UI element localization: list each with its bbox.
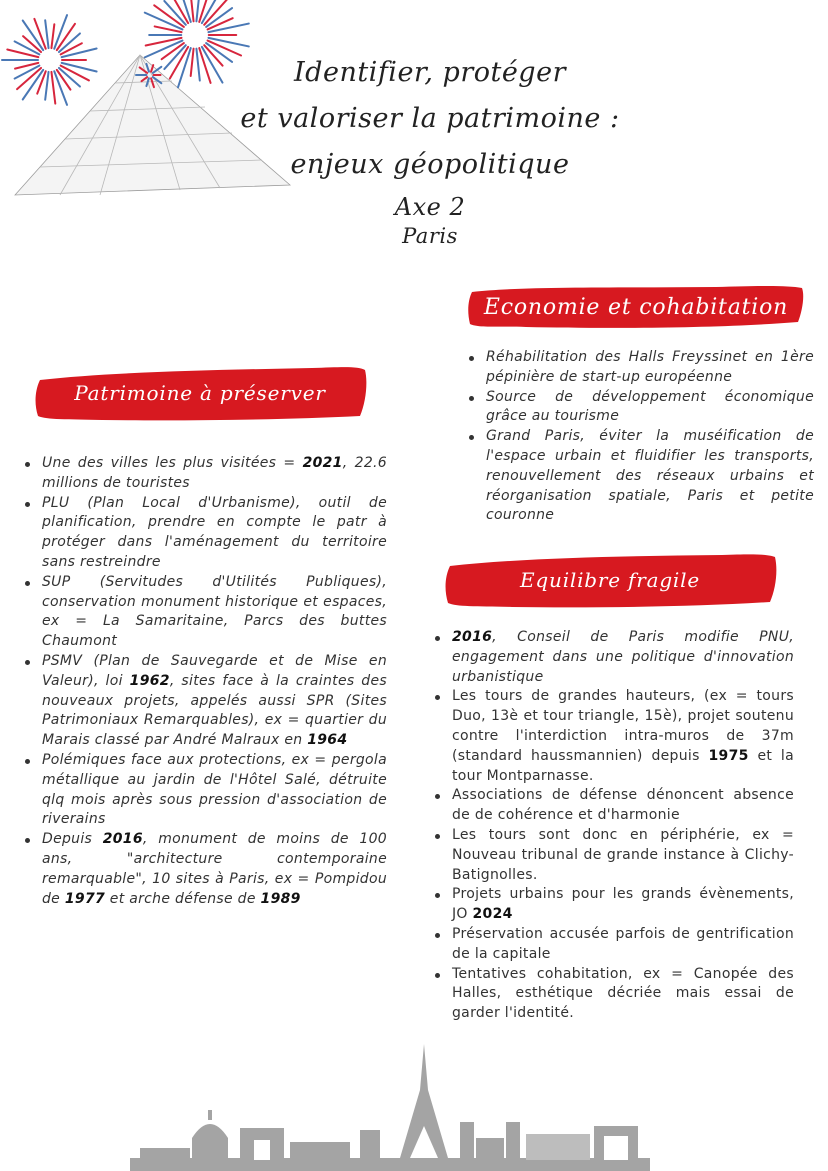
item-text: , sites face à la craintes des nouveaux projets, appelés aussi SPR (Sites Patrimoniaux Remarquables), ex = quartier du Marais classé par André Malraux en (42, 672, 387, 749)
bold-year: 2016 (452, 629, 493, 645)
item-text: , 22.6 millions de touristes (42, 455, 387, 491)
item-text: SUP (Servitudes d'Utilités Publiques), conservation monument historique et espaces, ex = La Samaritaine, Parcs des buttes Chaumont (42, 573, 387, 650)
equilibre-list-item (432, 925, 794, 965)
economie-list-item (466, 348, 814, 388)
equilibre-title: Equilibre fragile (520, 568, 700, 592)
notre-dame-shape (460, 1122, 474, 1160)
item-text: PSMV (Plan de Sauvegarde et de Mise en Valeur), loi (42, 652, 387, 689)
paris-skyline-illustration (130, 1030, 650, 1171)
equilibre-list-item (432, 628, 794, 687)
item-text: Tentatives cohabitation, ex = Canopée des Halles, esthétique décriée mais essai de garder l'identité. (452, 965, 794, 1022)
equilibre-list-item (432, 826, 794, 885)
item-text: et arche défense de (105, 890, 261, 907)
firework-ray (208, 38, 248, 47)
eiffel-tower-shape (400, 1044, 448, 1158)
equilibre-list-item (432, 885, 794, 925)
item-text: , Conseil de Paris modifie PNU, engagement dans une politique d'innovation urbanistique (452, 629, 794, 685)
item-text: , monument de moins de 100 ans, "architecture contemporaine remarquable", 10 sites à Paris, ex = Pompidou de (42, 831, 387, 907)
item-text: Projets urbains pour les grands évènements, JO (452, 886, 794, 923)
bold-year: 1964 (307, 732, 348, 749)
title-block (230, 50, 630, 250)
firework-ray (45, 20, 48, 48)
firework-ray (45, 72, 48, 100)
title-line-1: Identifier, protéger (294, 57, 566, 88)
patrimoine-list-item (22, 652, 387, 751)
patrimoine-list-item (22, 830, 387, 909)
item-text: Depuis (42, 831, 103, 848)
bold-year: 2021 (302, 455, 343, 471)
equilibre-list-item (432, 786, 794, 826)
firework-ray (62, 49, 97, 58)
patrimoine-list-item (22, 494, 387, 573)
equilibre-banner (442, 550, 778, 610)
title-line-3: enjeux géopolitique (290, 149, 570, 180)
patrimoine-list-item (22, 573, 387, 652)
title-line-2: et valoriser la patrimoine : (240, 103, 620, 134)
firework-ray (208, 24, 248, 33)
economie-list-item (466, 388, 814, 428)
bold-year: 1977 (64, 890, 106, 907)
bold-year: 2016 (102, 831, 143, 848)
firework-ray (191, 49, 194, 76)
item-text: Les tours sont donc en périphérie, ex = Nouveau tribunal de grande instance à Clichy-Batignolles. (452, 826, 794, 883)
economie-title: Economie et cohabitation (483, 294, 789, 320)
bold-year: 1962 (129, 672, 170, 689)
economie-list-item (466, 427, 814, 526)
firework-ray (37, 71, 46, 93)
item-text: Une des villes les plus visitées = (42, 455, 303, 471)
item-text: Grand Paris, éviter la muséification de l'espace urbain et fluidifier les transports, renouvellement des réseaux urbains et réorganisation spatiale, Paris et petite couronne (486, 428, 814, 524)
firework-ray (51, 72, 55, 104)
economie-banner (466, 282, 806, 332)
patrimoine-list-item (22, 751, 387, 830)
firework-ray (51, 24, 54, 48)
bold-year: 1975 (708, 747, 749, 764)
firework-ray (196, 49, 199, 81)
equilibre-list-item (432, 687, 794, 786)
city-label: Paris (402, 224, 458, 248)
item-text: Préservation accusée parfois de gentrification de la capitale (452, 925, 794, 962)
item-text: Polémiques face aux protections, ex = pergola métallique au jardin de l'Hôtel Salé, détruite qlq mois après sous pression d'association de riverains (42, 751, 387, 828)
bold-year: 2024 (472, 906, 513, 923)
item-text: et la tour Montparnasse. (452, 747, 794, 784)
item-text: Réhabilitation des Halls Freyssinet en 1ère pépinière de start-up européenne (486, 349, 814, 385)
patrimoine-list-item (22, 454, 387, 494)
equilibre-list (432, 628, 794, 1024)
firework-ray (62, 63, 97, 72)
patrimoine-list (22, 454, 387, 909)
patrimoine-title: Patrimoine à préserver (74, 381, 326, 405)
item-text: PLU (Plan Local d'Urbanisme), outil de planification, prendre en compte le patr à protéger dans l'aménagement du territoire sans restreindre (42, 494, 387, 570)
equilibre-list-item (432, 965, 794, 1024)
sacre-coeur-shape (192, 1124, 228, 1158)
item-text: Les tours de grandes hauteurs, (ex = tours Duo, 13è et tour triangle, 15è), projet soutenu contre l'interdiction intra-muros de 37m (standard haussmannien) depuis (452, 688, 794, 764)
firework-ray (196, 0, 199, 21)
bold-year: 1989 (260, 890, 301, 907)
economie-list (466, 348, 814, 526)
axis-label: Axe 2 (394, 193, 466, 221)
item-text: Source de développement économique grâce au tourisme (486, 388, 814, 425)
patrimoine-banner (32, 362, 368, 424)
item-text: Associations de défense dénoncent absence de de cohérence et d'harmonie (452, 787, 794, 824)
